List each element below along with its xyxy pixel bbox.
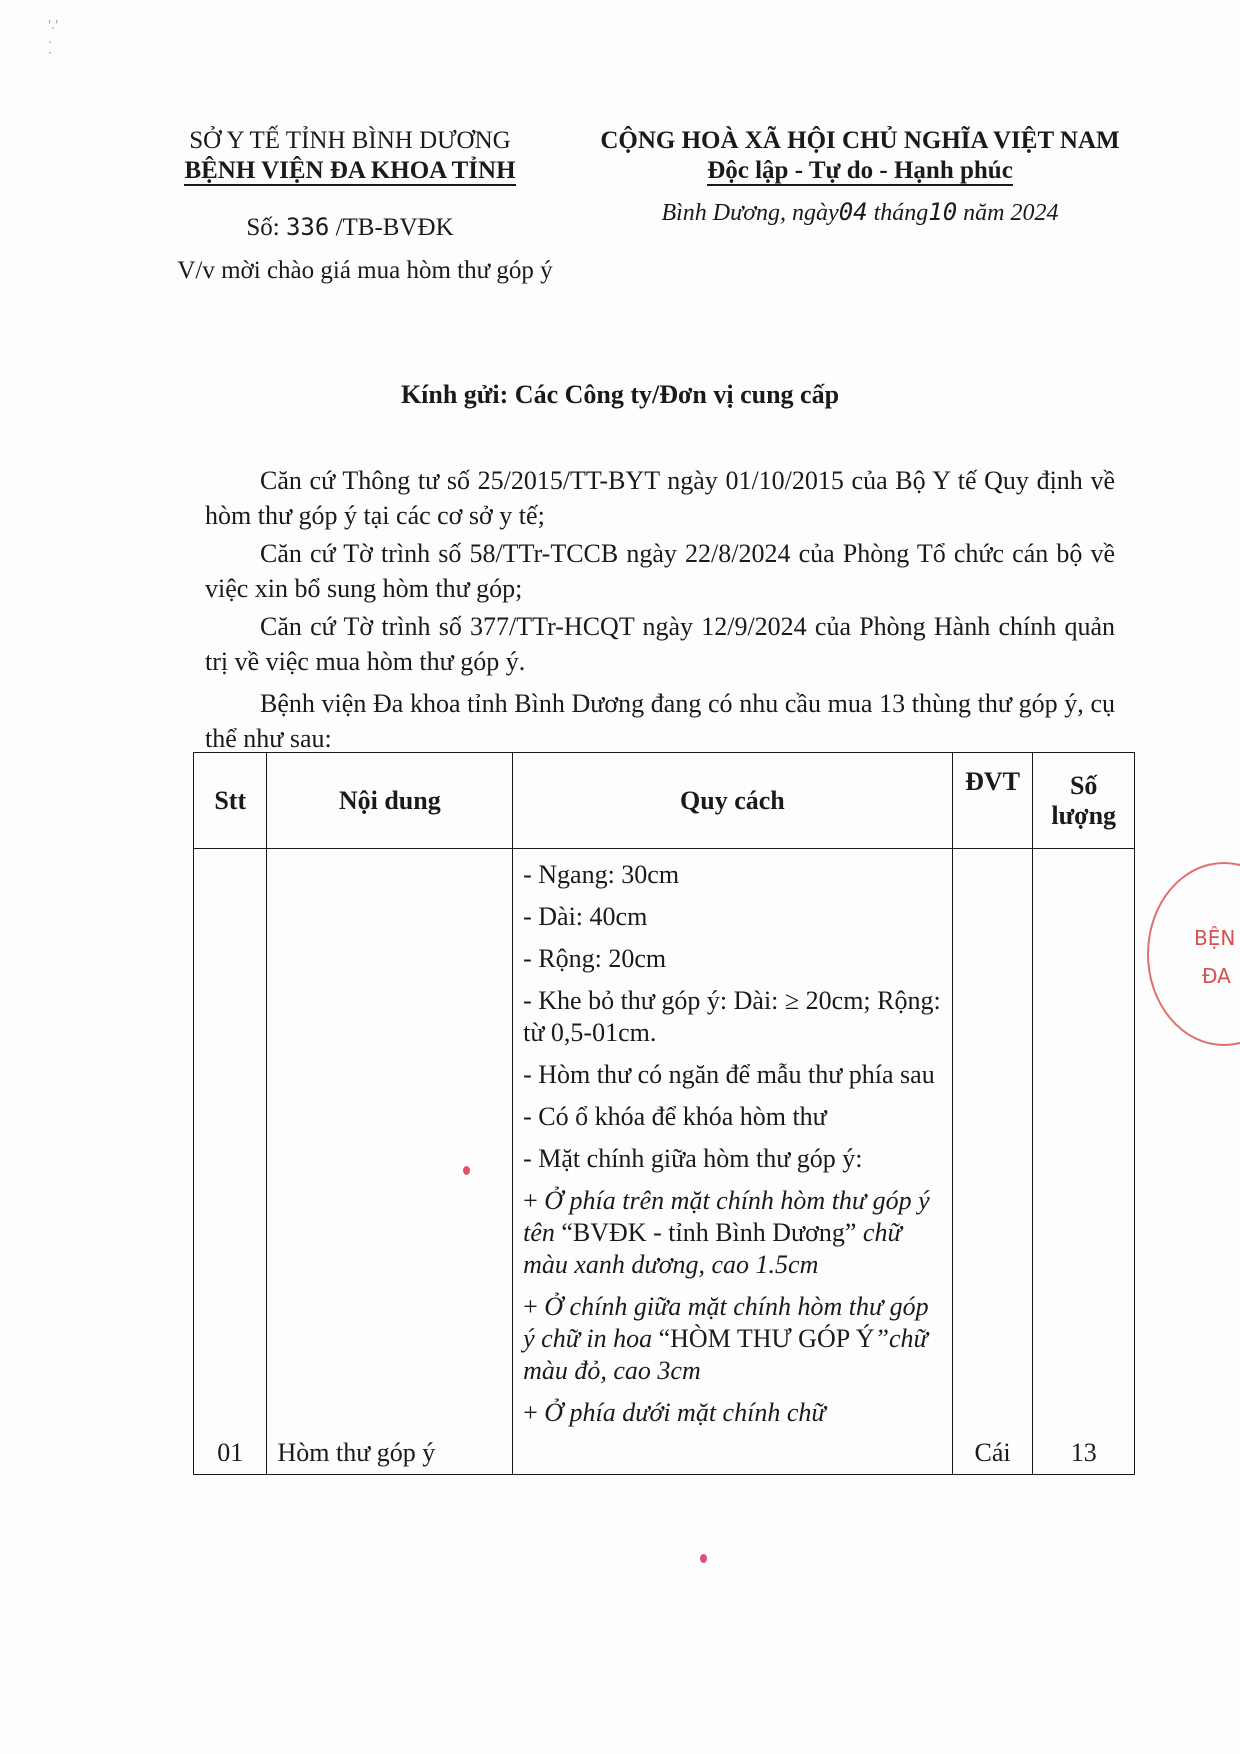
date-month-label: tháng [873,200,929,226]
spec-center-label-style: ”chữ màu đỏ, cao 3cm [523,1324,928,1385]
stamp-text-line1: BỆN [1194,926,1236,950]
issuer-block [150,126,550,186]
paragraph-request: Bệnh viện Đa khoa tỉnh Bình Dương đang có nhu cầu mua 13 thùng thư góp ý, cụ thể như sau: [205,689,1115,753]
paragraph-basis-1: Căn cứ Thông tư số 25/2015/TT-BYT ngày 01/10/2015 của Bộ Y tế Quy định về hòm thư góp ý tại các cơ sở y tế; [205,466,1115,530]
spec-top-label-desc: Ở phía trên mặt chính hòm thư góp ý tên [523,1186,930,1247]
spec-slot: - Khe bỏ thư góp ý: Dài: ≥ 20cm; Rộng: từ 0,5-01cm. [523,986,941,1047]
spec-width: - Ngang: 30cm [523,860,680,889]
scan-specks: '.' . · [48,18,59,60]
header-so-luong: Số lượng [1033,753,1135,849]
ink-dot [463,1166,470,1175]
spec-front-face: - Mặt chính giữa hòm thư góp ý: [523,1144,863,1173]
subject-line: V/v mời chào giá mua hòm thư góp ý [177,257,553,284]
spec-bottom-label-desc: Ở phía dưới mặt chính chữ [544,1398,826,1427]
cell-stt: 01 [194,849,267,1475]
cell-dvt: Cái [952,849,1033,1475]
spec-top-label-bullet: + [523,1186,545,1215]
cell-quy-cach [513,849,953,1475]
spec-bottom-label [523,1397,944,1429]
date-year: năm 2024 [963,200,1059,226]
stamp-text-line2: ĐA [1202,964,1231,988]
header-quy-cach: Quy cách [513,753,953,849]
header-stt: Stt [194,753,267,849]
spec-center-label-desc: Ở chính giữa mặt chính hòm thư góp ý chữ in hoa [523,1292,929,1353]
ink-dot [700,1554,707,1563]
national-motto-text: Độc lập - Tự do - Hạnh phúc [707,157,1013,184]
table-row [194,849,1135,1475]
document-number-suffix: /TB-BVĐK [335,214,454,241]
document-number [150,213,550,242]
table-header-row [194,753,1135,849]
date-place: Bình Dương, ngày [661,200,839,226]
spec-top-label-text: “BVĐK - tỉnh Bình Dương” [561,1218,857,1247]
spec-top-label [523,1185,944,1281]
issuer-hospital-text: BỆNH VIỆN ĐA KHOA TỈNH [184,157,516,184]
spec-top-label-style: chữ màu xanh dương, cao 1.5cm [523,1218,902,1279]
specification-table [193,752,1135,1475]
date-month: 10 [928,198,958,226]
spec-length: - Dài: 40cm [523,902,648,931]
cell-so-luong: 13 [1033,849,1135,1475]
recipient-line: Kính gửi: Các Công ty/Đơn vị cung cấp [400,380,840,409]
red-stamp [1147,862,1240,1046]
spec-bottom-label-bullet: + [523,1398,545,1427]
document-date [580,198,1140,227]
document-number-prefix: Số: [246,214,280,241]
cell-noi-dung: Hòm thư góp ý [267,849,513,1475]
national-motto [580,156,1140,186]
spec-center-label-text: “HÒM THƯ GÓP Ý [658,1324,875,1353]
spec-center-label-bullet: + [523,1292,545,1321]
header-noi-dung: Nội dung [267,753,513,849]
paragraph-basis-3: Căn cứ Tờ trình số 377/TTr-HCQT ngày 12/9/2024 của Phòng Hành chính quản trị về việc mua hòm thư góp ý. [205,612,1115,676]
national-title: CỘNG HOÀ XÃ HỘI CHỦ NGHĨA VIỆT NAM [600,127,1120,154]
document-number-handwritten: 336 [285,213,330,241]
date-day: 04 [838,198,868,226]
spec-depth: - Rộng: 20cm [523,944,667,973]
issuer-department: SỞ Y TẾ TỈNH BÌNH DƯƠNG [189,127,511,154]
issuer-hospital [150,156,550,186]
header-dvt: ĐVT [952,753,1033,849]
spec-center-label [523,1291,944,1387]
paragraph-basis-2: Căn cứ Tờ trình số 58/TTr-TCCB ngày 22/8/2024 của Phòng Tổ chức cán bộ về việc xin bổ sung hòm thư góp; [205,539,1115,603]
spec-lock: - Có ổ khóa để khóa hòm thư [523,1102,827,1131]
national-title-block [580,126,1140,186]
spec-compartment: - Hòm thư có ngăn để mẫu thư phía sau [523,1060,935,1089]
